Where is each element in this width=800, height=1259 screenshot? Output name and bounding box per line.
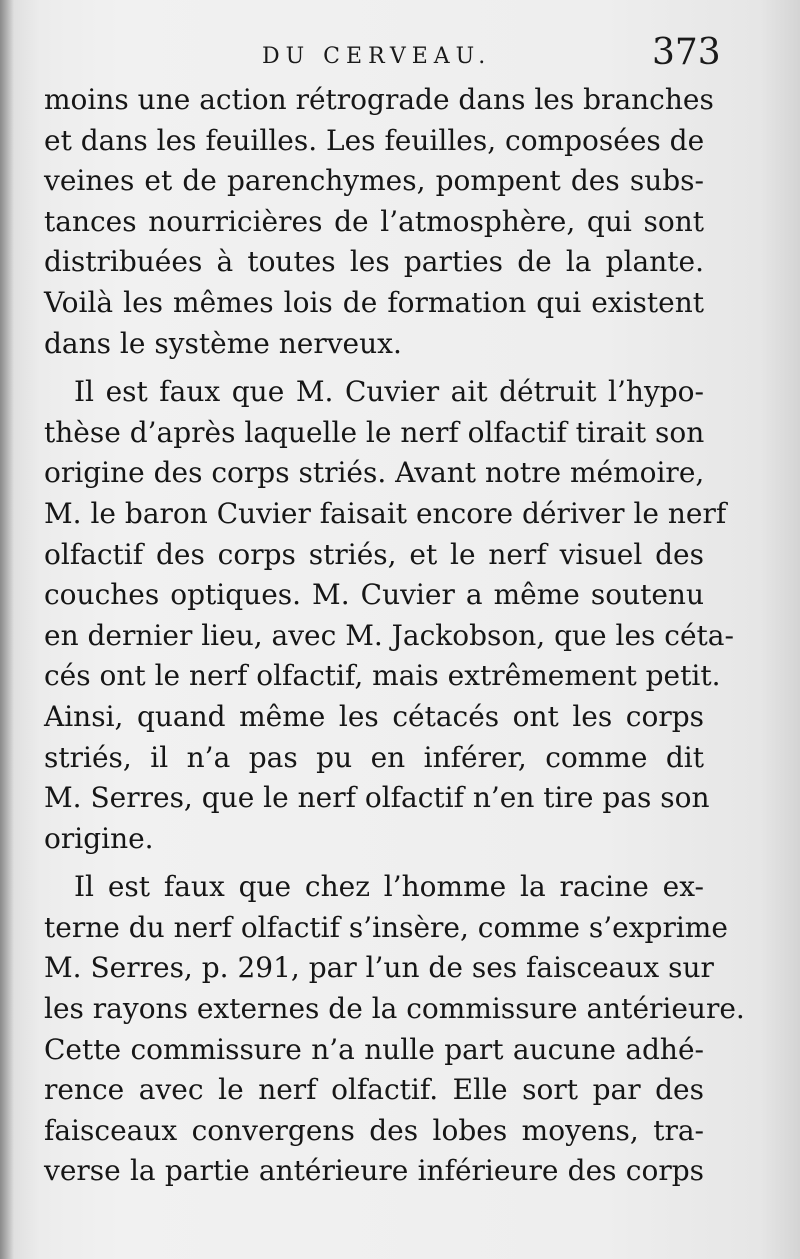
text-line: striés, il n’a pas pu en inférer, comme dit bbox=[44, 740, 704, 774]
page-number: 373 bbox=[652, 32, 721, 73]
text-line: verse la partie antérieure inférieure des corps bbox=[44, 1154, 704, 1188]
text-line: thèse d’après laquelle le nerf olfactif tirait son bbox=[44, 415, 705, 449]
text-line: origine. bbox=[44, 821, 154, 855]
text-line: couches optiques. M. Cuvier a même soutenu bbox=[44, 578, 704, 612]
text-line: M. Serres, que le nerf olfactif n’en tire pas son bbox=[44, 781, 710, 815]
text-line: tances nourricières de l’atmosphère, qui sont bbox=[44, 204, 704, 238]
text-line: Il est faux que M. Cuvier ait détruit l’hypo- bbox=[74, 375, 704, 409]
text-line: M. Serres, p. 291, par l’un de ses faisceaux sur bbox=[44, 951, 714, 985]
text-line: rence avec le nerf olfactif. Elle sort par des bbox=[44, 1073, 704, 1107]
text-line: et dans les feuilles. Les feuilles, composées de bbox=[44, 123, 705, 157]
running-title: DU CERVEAU. bbox=[262, 44, 492, 69]
paragraph bbox=[44, 867, 745, 1192]
text-line: olfactif des corps striés, et le nerf visuel des bbox=[44, 537, 704, 571]
text-line: distribuées à toutes les parties de la plante. bbox=[44, 245, 704, 279]
text-line: en dernier lieu, avec M. Jackobson, que les céta- bbox=[44, 618, 734, 652]
text-line: moins une action rétrograde dans les branches bbox=[44, 83, 714, 116]
text-line: Voilà les mêmes lois de formation qui existent bbox=[44, 285, 704, 319]
text-line: faisceaux convergens des lobes moyens, tra- bbox=[44, 1113, 704, 1147]
running-head bbox=[0, 30, 800, 80]
text-line: dans le système nerveux. bbox=[44, 326, 402, 360]
page-gutter-shadow bbox=[0, 0, 14, 1259]
text-line: terne du nerf olfactif s’insère, comme s’exprime bbox=[44, 910, 728, 944]
text-line: les rayons externes de la commissure antérieure. bbox=[44, 992, 745, 1026]
text-line: cés ont le nerf olfactif, mais extrêmement petit. bbox=[44, 659, 721, 693]
text-line: veines et de parenchymes, pompent des subs- bbox=[44, 164, 704, 198]
text-line: Ainsi, quand même les cétacés ont les corps bbox=[44, 699, 704, 733]
text-line: Cette commissure n’a nulle part aucune adhé- bbox=[44, 1032, 704, 1066]
paragraph bbox=[44, 372, 734, 859]
text-line: M. le baron Cuvier faisait encore dériver le nerf bbox=[44, 496, 727, 530]
text-line: origine des corps striés. Avant notre mémoire, bbox=[44, 456, 705, 490]
body-text bbox=[44, 80, 745, 1192]
text-line: Il est faux que chez l’homme la racine ex- bbox=[74, 870, 704, 904]
paragraph bbox=[44, 80, 714, 364]
